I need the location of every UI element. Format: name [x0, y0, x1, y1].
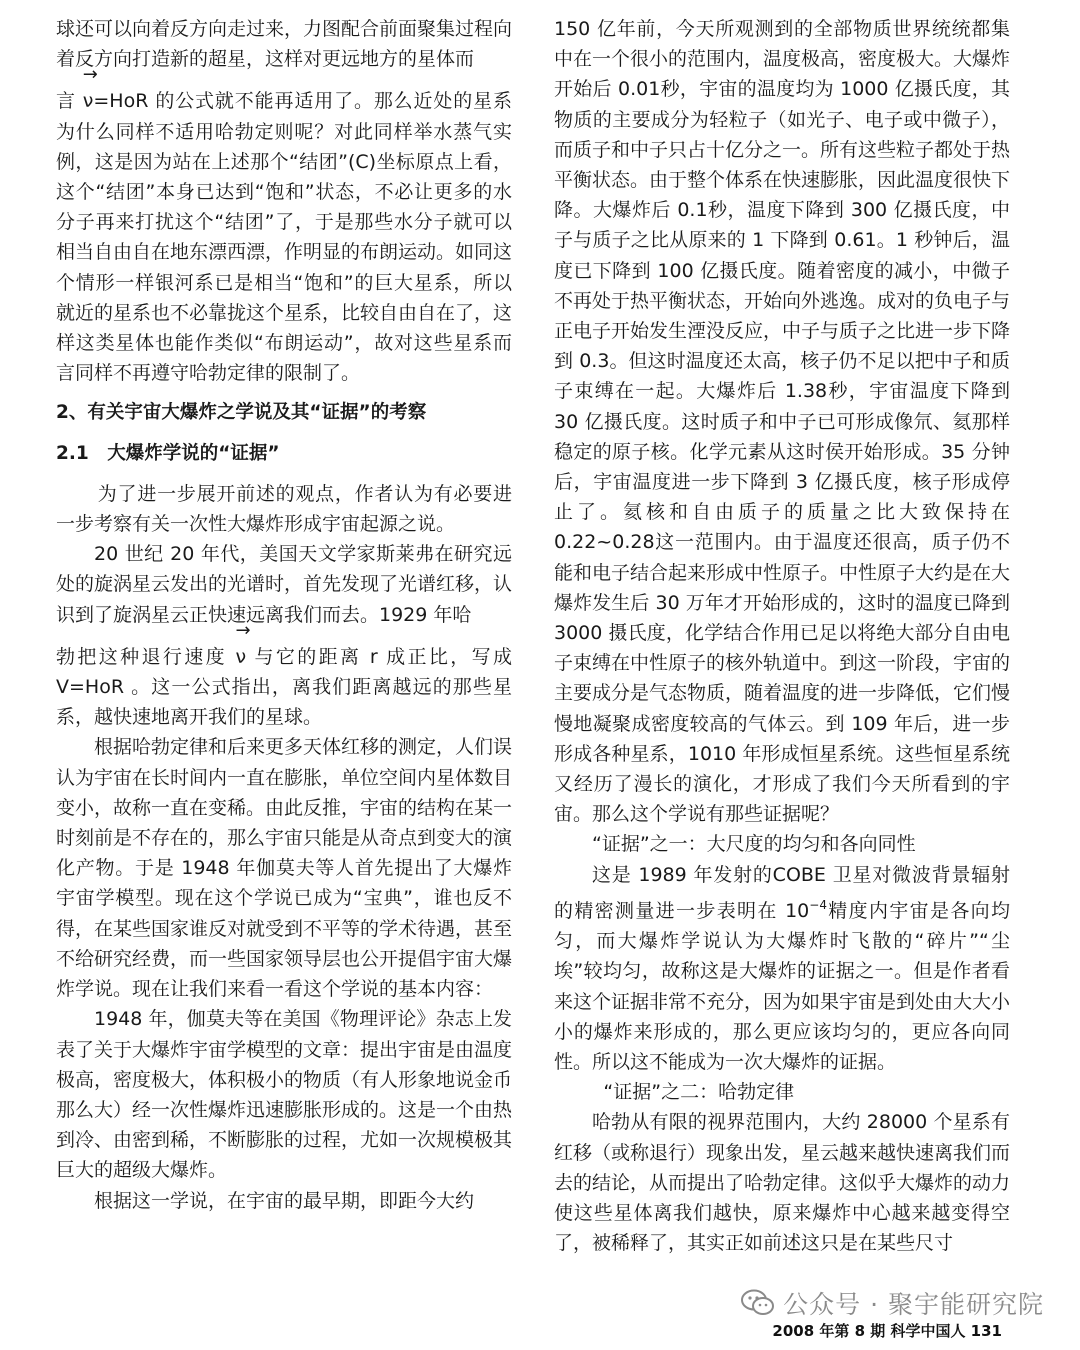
formula-prefix-2: 勃把这种退行速度	[56, 645, 236, 668]
left-paragraph-2: 为了进一步展开前述的观点，作者认为有必要进一步考察有关一次性大爆炸形成宇宙起源之说。	[56, 482, 512, 536]
right-paragraph-3: 哈勃从有限的视界范围内，大约 28000 个星系有红移（或称退行）现象出发，星云越来越快速离我们而去的结论，从而提出了哈勃定律。这似乎大爆炸的动力使这些星体离我们越快，原来爆炸中心越来越变得空了，被稀释了，其实正如前述这只是在某些尺寸	[554, 1111, 1011, 1255]
left-paragraph-3: 20 世纪 20 年代，美国天文学家斯莱弗在研究远处的旋涡星云发出的光谱时，首先发现了光谱红移，认识到了旋涡星云正快速远离我们而去。1929 年哈	[56, 543, 513, 626]
formula-prefix: 言	[56, 90, 83, 113]
left-column	[56, 14, 512, 1216]
right-column	[554, 14, 1010, 1258]
left-paragraph-1-formula	[56, 86, 512, 388]
left-paragraph-6: 根据这一学说，在宇宙的最早期，即距今大约	[94, 1189, 475, 1212]
page-footer: 2008 年第 8 期 科学中国人 131	[772, 1322, 1002, 1340]
vector-v-symbol: → ν	[83, 86, 94, 116]
section-heading-2: 2、有关宇宙大爆炸之学说及其“证据”的考察	[56, 402, 427, 424]
right-paragraph-2	[554, 860, 1010, 1077]
cobe-text: 这是 1989 年发射的COBE 卫星对微波背景辐射的精密测量进一步表明在 10	[554, 863, 1010, 922]
left-paragraph-3-formula	[56, 642, 512, 733]
left-paragraph-1: 球还可以向着反方向走过来，力图配合前面聚集过程向着反方向打造新的超星，这样对更远地方的星体而	[56, 18, 513, 71]
right-paragraph-1: 150 亿年前，今天所观测到的全部物质世界统统都集中在一个很小的范围内，温度极高，密度极大。大爆炸开始后 0.01秒，宇宙的温度均为 1000 亿摄氏度，其物质的主要成分为轻粒子（如光子、电子或中微子），而质子和中子只占十亿分之一。所有这些粒子都处于热平衡状态。由于整个体系在快速膨胀，因此温度很快下降。大爆炸后 0.1秒，温度下降到 300 亿摄氏度，中子与质子之比从原来的 1 下降到 0.61。1 秒钟后，温度已下降到 100 亿摄氏度。随着密度的减小，中微子不再处于热平衡状态，开始向外逃逸。成对的负电子与正电子开始发生湮没反应，中子与质子之比进一步下降到 0.3。但这时温度还太高，核子仍不足以把中子和质子束缚在一起。大爆炸后 1.38秒，宇宙温度下降到 30 亿摄氏度。这时质子和中子已可形成像氘、氦那样稳定的原子核。化学元素从这时侯开始形成。35 分钟后，宇宙温度进一步下降到 3 亿摄氏度，核子形成停止了。氦核和自由质子的质量之比大致保持在 0.22~0.28这一范围内。由于温度还很高，质子仍不能和电子结合起来形成中性原子。中性原子大约是在大爆炸发生后 30 万年才开始形成的，这时的温度已降到 3000 摄氏度，化学结合作用已足以将绝大部分自由电子束缚在中性原子的核外轨道中。到这一阶段，宇宙的主要成分是气态物质，随着温度的进一步降低，它们慢慢地凝聚成密度较高的气体云。到 109 年后，进一步形成各种星系，1010 年形成恒星系统。这些恒星系统又经历了漫长的演化，才形成了我们今天所看到的宇宙。那么这个学说有那些证据呢？	[554, 18, 1011, 826]
left-paragraph-4: 根据哈勃定律和后来更多天体红移的测定，人们误认为宇宙在长时间内一直在膨胀，单位空间内星体数目变小，故称一直在变稀。由此反推，宇宙的结构在某一时刻前是不存在的，那么宇宙只能是从奇点到变大的演化产物。于是 1948 年伽莫夫等人首先提出了大爆炸宇宙学模型。现在这个学说已成为“宝典”，谁也反不得，在某些国家谁反对就受到不平等的学术待遇，甚至不给研究经费，而一些国家领导层也公开提倡宇宙大爆炸学说。现在让我们来看一看这个学说的基本内容：	[56, 736, 513, 1001]
evidence-2-heading: “证据”之二：哈勃定律	[603, 1081, 795, 1104]
left-paragraph-5: 1948 年，伽莫夫等在美国《物理评论》杂志上发表了关于大爆炸宇宙学模型的文章：提出宇宙是由温度极高，密度极大，体积极小的物质（有人形象地说金币那么大）经一次性爆炸迅速膨胀形成的。这是一个由热到冷、由密到稀，不断膨胀的过程，尤如一次规模极其巨大的超级大爆炸。	[56, 1008, 513, 1182]
evidence-1-heading: “证据”之一：大尺度的均匀和各向同性	[592, 833, 916, 856]
watermark	[741, 1285, 1044, 1321]
formula-rest-2: 与它的距离 r 成正比，写成 V=HoR 。这一公式指出，离我们距离越远的那些星系，越快速地离开我们的星球。	[56, 645, 512, 729]
exponent: −4	[809, 897, 827, 912]
wechat-icon	[741, 1289, 775, 1317]
subsection-heading-2-1: 2.1 大爆炸学说的“证据”	[56, 442, 280, 464]
formula-rest: =HoR 的公式就不能再适用了。那么近处的星系为什么同样不适用哈勃定则呢？对此同样举水蒸气实例，这是因为站在上述那个“结团”(C)坐标原点上看，这个“结团”本身已达到“饱和”状态，不必让更多的水分子再来打扰这个“结团”了，于是那些水分子就可以相当自由自在地东漂西漂，作明显的布朗运动。如同这个情形一样银河系已是相当“饱和”的巨大星系，所以就近的星系也不必靠拢这个星系，比较自由自在了，这样这类星体也能作类似“布朗运动”，故对这些星系而言同样不再遵守哈勃定律的限制了。	[56, 90, 513, 385]
watermark-text: 公众号 · 聚宇能研究院	[783, 1290, 1044, 1319]
vector-v-symbol-2: → ν	[235, 642, 246, 672]
cobe-text-rest: 精度内宇宙是各向均匀，而大爆炸学说认为大爆炸时飞散的“碎片”“尘埃”较均匀，故称这是大爆炸的证据之一。但是作者看来这个证据非常不充分，因为如果宇宙是到处由大大小小的爆炸来形成的，那么更应该均匀的，更应各向同性。所以这不能成为一次大爆炸的证据。	[554, 899, 1011, 1073]
